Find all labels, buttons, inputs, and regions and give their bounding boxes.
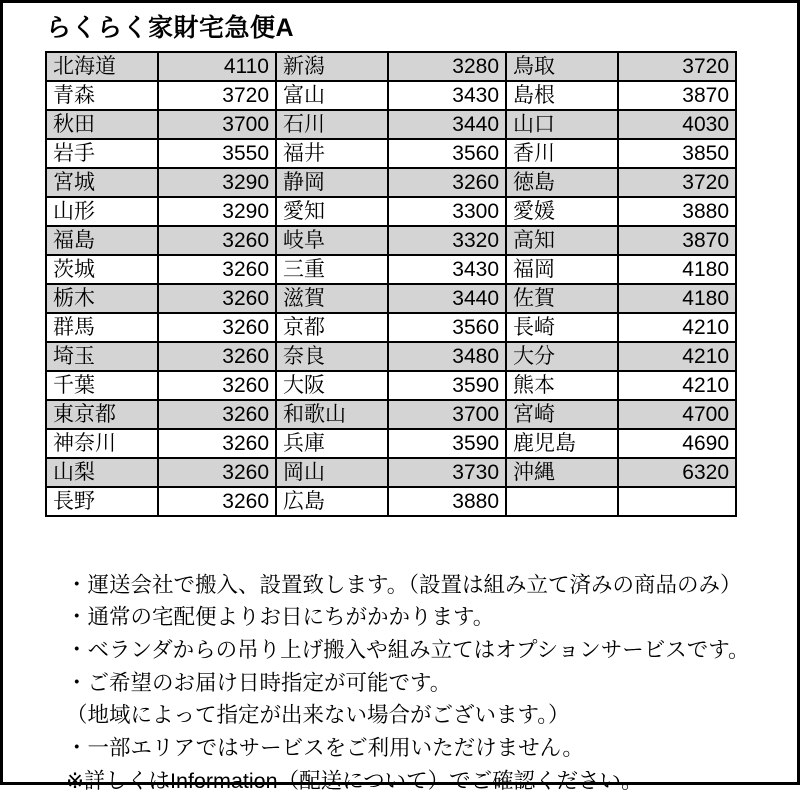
prefecture-name: 和歌山 xyxy=(276,400,388,429)
prefecture-name: 茨城 xyxy=(46,255,158,284)
note-line: ・ベランダからの吊り上げ搬入や組み立てはオプションサービスです。 xyxy=(66,634,770,667)
prefecture-name: 栃木 xyxy=(46,284,158,313)
prefecture-name: 長崎 xyxy=(506,313,618,342)
prefecture-name: 福島 xyxy=(46,226,158,255)
table-row xyxy=(46,342,736,371)
prefecture-price: 3260 xyxy=(388,168,506,197)
table-row xyxy=(46,255,736,284)
prefecture-name: 大阪 xyxy=(276,371,388,400)
prefecture-name: 高知 xyxy=(506,226,618,255)
prefecture-price: 3870 xyxy=(618,81,736,110)
prefecture-price: 3590 xyxy=(388,429,506,458)
prefecture-price: 3260 xyxy=(158,342,276,371)
prefecture-name: 静岡 xyxy=(276,168,388,197)
prefecture-price: 4110 xyxy=(158,52,276,81)
table-cell-empty xyxy=(506,487,618,516)
prefecture-price: 4700 xyxy=(618,400,736,429)
prefecture-name: 福井 xyxy=(276,139,388,168)
prefecture-name: 大分 xyxy=(506,342,618,371)
prefecture-price: 3260 xyxy=(158,458,276,487)
prefecture-price: 3880 xyxy=(618,197,736,226)
prefecture-name: 山形 xyxy=(46,197,158,226)
prefecture-name: 山口 xyxy=(506,110,618,139)
prefecture-price: 3850 xyxy=(618,139,736,168)
prefecture-name: 岐阜 xyxy=(276,226,388,255)
prefecture-name: 福岡 xyxy=(506,255,618,284)
prefecture-name: 愛知 xyxy=(276,197,388,226)
prefecture-price: 3720 xyxy=(618,168,736,197)
prefecture-name: 鳥取 xyxy=(506,52,618,81)
prefecture-name: 沖縄 xyxy=(506,458,618,487)
prefecture-name: 岡山 xyxy=(276,458,388,487)
prefecture-name: 愛媛 xyxy=(506,197,618,226)
prefecture-price: 3870 xyxy=(618,226,736,255)
prefecture-name: 熊本 xyxy=(506,371,618,400)
table-row xyxy=(46,226,736,255)
prefecture-price: 3440 xyxy=(388,110,506,139)
prefecture-price: 3290 xyxy=(158,197,276,226)
table-row xyxy=(46,197,736,226)
prefecture-name: 京都 xyxy=(276,313,388,342)
table-row xyxy=(46,487,736,516)
prefecture-price: 3260 xyxy=(158,255,276,284)
prefecture-name: 長野 xyxy=(46,487,158,516)
table-row xyxy=(46,429,736,458)
table-row xyxy=(46,81,736,110)
prefecture-name: 千葉 xyxy=(46,371,158,400)
prefecture-price: 4030 xyxy=(618,110,736,139)
prefecture-price: 3260 xyxy=(158,226,276,255)
prefecture-price: 3440 xyxy=(388,284,506,313)
note-line: ・ご希望のお届け日時指定が可能です。 xyxy=(66,667,770,700)
prefecture-name: 青森 xyxy=(46,81,158,110)
shipping-rate-table xyxy=(45,51,737,517)
prefecture-price: 3720 xyxy=(158,81,276,110)
prefecture-price: 3320 xyxy=(388,226,506,255)
prefecture-price: 4180 xyxy=(618,255,736,284)
prefecture-name: 山梨 xyxy=(46,458,158,487)
prefecture-price: 3430 xyxy=(388,81,506,110)
prefecture-price: 4690 xyxy=(618,429,736,458)
prefecture-price: 6320 xyxy=(618,458,736,487)
prefecture-name: 奈良 xyxy=(276,342,388,371)
note-line: （地域によって指定が出来ない場合がございます。） xyxy=(66,699,770,732)
table-row xyxy=(46,168,736,197)
prefecture-name: 岩手 xyxy=(46,139,158,168)
prefecture-name: 埼玉 xyxy=(46,342,158,371)
prefecture-price: 3700 xyxy=(158,110,276,139)
table-row xyxy=(46,139,736,168)
prefecture-name: 富山 xyxy=(276,81,388,110)
note-line: ・運送会社で搬入、設置致します。（設置は組み立て済みの商品のみ） xyxy=(66,569,770,602)
note-line: ※詳しくはInformation（配送について）でご確認ください。 xyxy=(66,765,770,797)
prefecture-price: 4210 xyxy=(618,371,736,400)
notes-list xyxy=(66,569,770,797)
prefecture-name: 島根 xyxy=(506,81,618,110)
prefecture-price: 3290 xyxy=(158,168,276,197)
prefecture-name: 新潟 xyxy=(276,52,388,81)
table-row xyxy=(46,313,736,342)
prefecture-price: 3480 xyxy=(388,342,506,371)
prefecture-name: 北海道 xyxy=(46,52,158,81)
table-row xyxy=(46,400,736,429)
prefecture-name: 東京都 xyxy=(46,400,158,429)
table-row xyxy=(46,284,736,313)
page-title: らくらく家財宅急便A xyxy=(46,12,770,45)
prefecture-price: 3430 xyxy=(388,255,506,284)
prefecture-price: 3560 xyxy=(388,139,506,168)
table-cell-empty xyxy=(618,487,736,516)
prefecture-price: 3560 xyxy=(388,313,506,342)
note-line: ・通常の宅配便よりお日にちがかかります。 xyxy=(66,601,770,634)
table-body xyxy=(46,52,736,516)
prefecture-price: 3260 xyxy=(158,313,276,342)
prefecture-price: 3550 xyxy=(158,139,276,168)
prefecture-price: 3300 xyxy=(388,197,506,226)
prefecture-price: 3260 xyxy=(158,429,276,458)
prefecture-name: 香川 xyxy=(506,139,618,168)
prefecture-price: 3280 xyxy=(388,52,506,81)
table-row xyxy=(46,52,736,81)
prefecture-price: 4210 xyxy=(618,342,736,371)
prefecture-name: 兵庫 xyxy=(276,429,388,458)
prefecture-price: 3720 xyxy=(618,52,736,81)
prefecture-name: 佐賀 xyxy=(506,284,618,313)
prefecture-name: 滋賀 xyxy=(276,284,388,313)
prefecture-price: 3260 xyxy=(158,371,276,400)
prefecture-name: 徳島 xyxy=(506,168,618,197)
prefecture-name: 秋田 xyxy=(46,110,158,139)
prefecture-price: 3880 xyxy=(388,487,506,516)
table-row xyxy=(46,458,736,487)
prefecture-name: 広島 xyxy=(276,487,388,516)
prefecture-name: 石川 xyxy=(276,110,388,139)
prefecture-name: 宮崎 xyxy=(506,400,618,429)
prefecture-price: 3590 xyxy=(388,371,506,400)
prefecture-price: 3700 xyxy=(388,400,506,429)
table-row xyxy=(46,110,736,139)
prefecture-price: 4180 xyxy=(618,284,736,313)
prefecture-price: 3260 xyxy=(158,400,276,429)
prefecture-name: 鹿児島 xyxy=(506,429,618,458)
prefecture-name: 神奈川 xyxy=(46,429,158,458)
prefecture-name: 群馬 xyxy=(46,313,158,342)
prefecture-name: 三重 xyxy=(276,255,388,284)
prefecture-price: 3730 xyxy=(388,458,506,487)
table-row xyxy=(46,371,736,400)
prefecture-name: 宮城 xyxy=(46,168,158,197)
prefecture-price: 3260 xyxy=(158,487,276,516)
note-line: ・一部エリアではサービスをご利用いただけません。 xyxy=(66,732,770,765)
prefecture-price: 3260 xyxy=(158,284,276,313)
prefecture-price: 4210 xyxy=(618,313,736,342)
